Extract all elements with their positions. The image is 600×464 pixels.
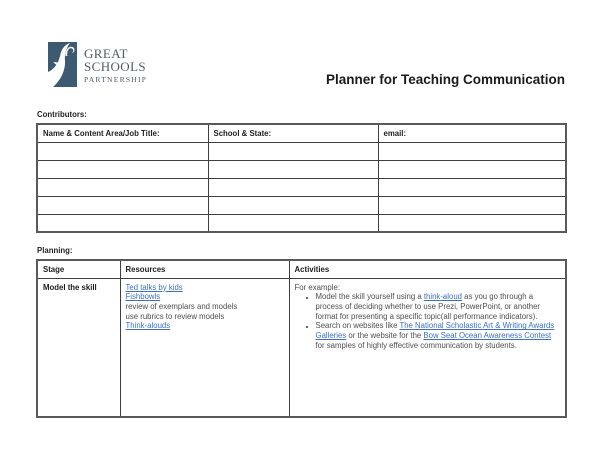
contributors-empty-cell[interactable] bbox=[378, 142, 566, 160]
contributors-empty-cell[interactable] bbox=[208, 196, 378, 214]
stage-cell[interactable]: Model the skill bbox=[37, 278, 120, 417]
activities-intro: For example: bbox=[294, 282, 340, 292]
contributors-empty-cell[interactable] bbox=[378, 178, 566, 196]
contributors-empty-cell[interactable] bbox=[208, 214, 378, 232]
activity-bullet: • Model the skill yourself using a think-aloud as you go through a process of deciding whether to use Prezi, PowerPoint, or another format for presenting a specific topic(all performance indicators). bbox=[316, 292, 561, 321]
contributors-label: Contributors: bbox=[37, 110, 87, 119]
resource-link-line bbox=[126, 292, 284, 302]
contributors-table bbox=[36, 123, 567, 233]
activity-link[interactable]: Bow Seat Ocean Awareness Contest bbox=[423, 331, 552, 341]
resource-text-line: review of exemplars and models bbox=[125, 301, 238, 311]
contributors-empty-cell[interactable] bbox=[37, 160, 208, 178]
contributors-empty-cell[interactable] bbox=[208, 160, 378, 178]
contributors-empty-cell[interactable] bbox=[37, 214, 208, 232]
contributors-empty-cell[interactable] bbox=[378, 214, 566, 232]
contributors-empty-cell[interactable] bbox=[37, 142, 208, 160]
contributors-header-row bbox=[37, 124, 566, 142]
planning-row-model-the-skill bbox=[37, 278, 566, 417]
contributors-empty-row bbox=[37, 142, 566, 160]
contributors-empty-cell[interactable] bbox=[208, 178, 378, 196]
resource-link[interactable]: Ted talks by kids bbox=[125, 282, 183, 292]
great-schools-logo bbox=[48, 42, 147, 87]
planning-column-header: Resources bbox=[120, 260, 289, 278]
contributors-empty-cell[interactable] bbox=[37, 178, 208, 196]
resource-text-line: use rubrics to review models bbox=[125, 311, 225, 321]
logo-wordmark bbox=[84, 42, 147, 84]
resource-link-line bbox=[126, 321, 284, 331]
planning-table bbox=[36, 259, 567, 418]
contributors-empty-cell[interactable] bbox=[378, 196, 566, 214]
contributors-empty-cell[interactable] bbox=[37, 196, 208, 214]
contributors-column-header: School & State: bbox=[208, 124, 378, 142]
logo-word-great: GREAT bbox=[84, 46, 128, 61]
contributors-column-header: email: bbox=[378, 124, 566, 142]
planning-column-header: Stage bbox=[37, 260, 120, 278]
great-schools-logo-icon bbox=[48, 42, 77, 87]
contributors-empty-cell[interactable] bbox=[378, 160, 566, 178]
activities-cell[interactable] bbox=[289, 278, 566, 417]
contributors-column-header: Name & Content Area/Job Title: bbox=[37, 124, 208, 142]
contributors-empty-row bbox=[37, 196, 566, 214]
logo-word-schools: SCHOOLS bbox=[84, 59, 147, 74]
resource-link[interactable]: Think-alouds bbox=[125, 321, 171, 331]
resources-cell[interactable] bbox=[120, 278, 289, 417]
resource-link[interactable]: Fishbowls bbox=[125, 292, 161, 302]
activity-link[interactable]: think-aloud bbox=[423, 292, 462, 302]
planning-column-header: Activities bbox=[289, 260, 566, 278]
page-title: Planner for Teaching Communication bbox=[325, 72, 565, 87]
planning-label: Planning: bbox=[37, 246, 73, 255]
activities-bullet-list bbox=[298, 292, 561, 350]
contributors-empty-cell[interactable] bbox=[208, 142, 378, 160]
contributors-empty-row bbox=[37, 178, 566, 196]
resource-link-line bbox=[126, 283, 284, 293]
contributors-empty-row bbox=[37, 160, 566, 178]
activity-bullet: • Search on websites like The National Scholastic Art & Writing Awards Galleries or the website for the Bow Seat Ocean Awareness Contest for samples of highly effective communication by students. bbox=[316, 321, 561, 350]
activity-link[interactable]: The National Scholastic Art & Writing Awards Galleries bbox=[315, 321, 555, 341]
planning-header-row bbox=[37, 260, 566, 278]
logo-word-partnership: PARTNERSHIP bbox=[84, 75, 148, 84]
contributors-empty-row bbox=[37, 214, 566, 232]
